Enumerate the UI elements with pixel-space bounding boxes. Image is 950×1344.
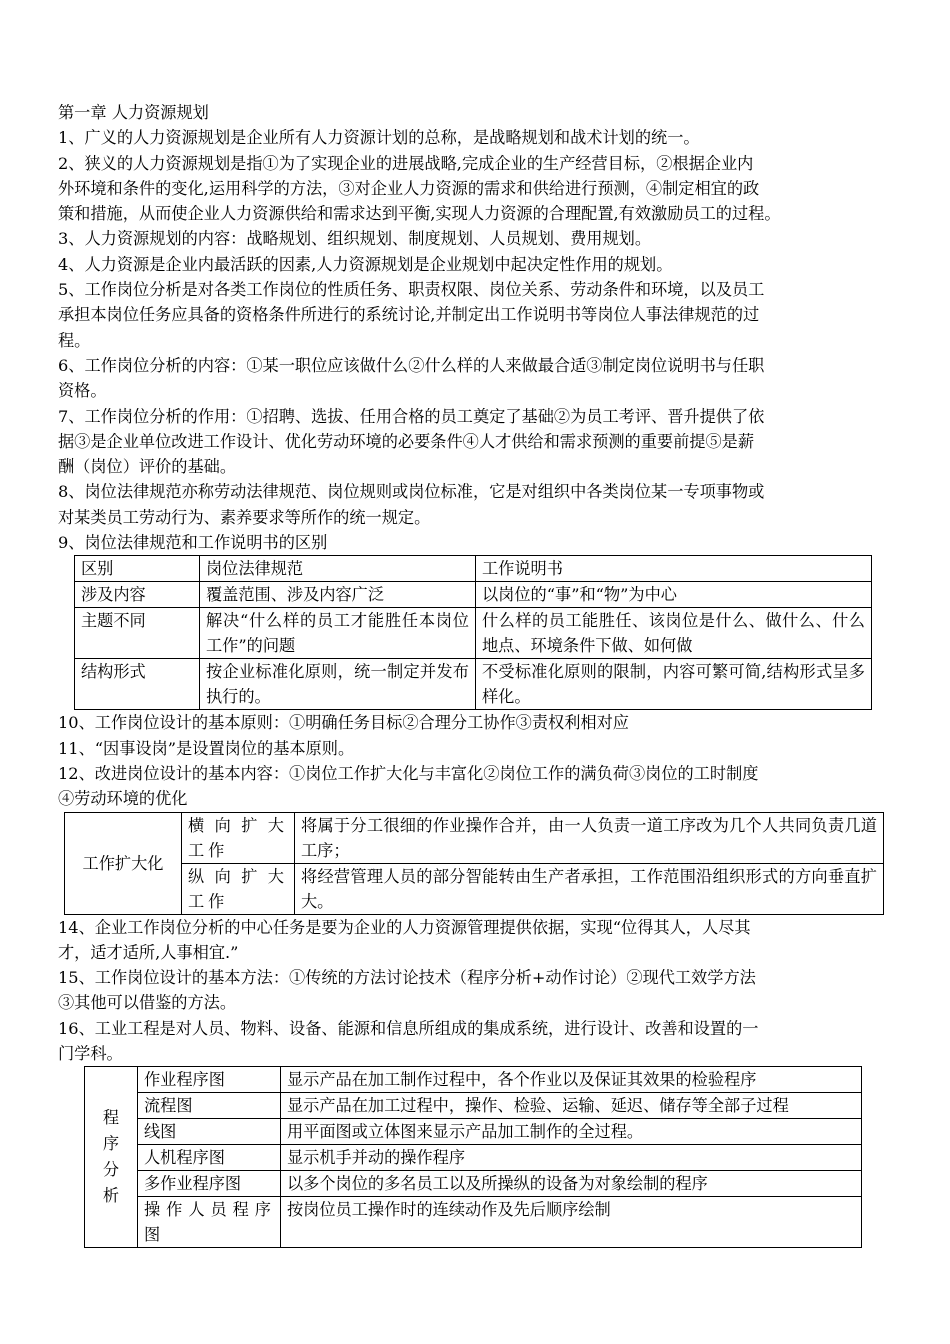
group-char: 析 [102,1186,120,1206]
paragraph-2-line: 2、狭义的人力资源规划是指①为了实现企业的进展战略,完成企业的生产经营目标，②根据企业内 [58,153,754,173]
paragraph-7-line: 7、工作岗位分析的作用：①招聘、选拔、任用合格的员工奠定了基础②为员工考评、晋升提供了依 [58,406,765,426]
table-cell: 将经营管理人员的部分智能转由生产者承担，工作范围沿组织形式的方向垂直扩大。 [295,863,884,914]
process-analysis-table [84,1066,862,1248]
table-cell: 显示机手并动的操作程序 [281,1145,862,1171]
table-cell: 以多个岗位的多名员工以及所操纵的设备为对象绘制的程序 [281,1171,862,1197]
table-cell: 解决“什么样的员工才能胜任本岗位工作”的问题 [200,608,476,659]
table-cell: 作业程序图 [138,1067,281,1093]
paragraph-16-line: 门学科。 [58,1044,123,1064]
paragraph-5-line: 5、工作岗位分析是对各类工作岗位的性质任务、职责权限、岗位关系、劳动条件和环境，以及员工 [58,280,765,300]
table-group-cell [85,1067,138,1248]
table-header-cell: 工作说明书 [476,556,872,582]
paragraph-4: 4、人力资源是企业内最活跃的因素,人力资源规划是企业规划中起决定性作用的规划。 [58,254,673,274]
paragraph-7-line: 酬（岗位）评价的基础。 [58,457,237,477]
table-cell: 横向扩大工作 [182,812,295,863]
table-cell: 流程图 [138,1093,281,1119]
paragraph-5-line: 承担本岗位任务应具备的资格条件所进行的系统讨论,并制定出工作说明书等岗位人事法律规范的过 [58,305,760,325]
paragraph-1: 1、广义的人力资源规划是企业所有人力资源计划的总称，是战略规划和战术计划的统一。 [58,128,700,148]
paragraph-2-line: 策和措施，从而使企业人力资源供给和需求达到平衡,实现人力资源的合理配置,有效激励员工的过程。 [58,204,781,224]
table-group-cell: 工作扩大化 [65,812,182,914]
table-cell: 人机程序图 [138,1145,281,1171]
paragraph-7-line: 据③是企业单位改进工作设计、优化劳动环境的必要条件④人才供给和需求预测的重要前提⑤是薪 [58,431,755,451]
paragraph-5-line: 程。 [58,330,91,350]
table-cell: 将属于分工很细的作业操作合并，由一人负责一道工序改为几个人共同负责几道工序； [295,812,884,863]
table-cell: 多作业程序图 [138,1171,281,1197]
table-cell: 以岗位的“事”和“物”为中心 [476,582,872,608]
paragraph-12-line: ④劳动环境的优化 [58,789,188,809]
comparison-table [74,555,872,710]
paragraph-16-line: 16、工业工程是对人员、物料、设备、能源和信息所组成的集成系统，进行设计、改善和设置的一 [58,1018,759,1038]
table-cell: 显示产品在加工过程中，操作、检验、运输、延迟、储存等全部子过程 [281,1093,862,1119]
table-row [75,582,872,608]
group-char: 分 [102,1160,120,1180]
paragraph-8-line: 8、岗位法律规范亦称劳动法律规范、岗位规则或岗位标准，它是对组织中各类岗位某一专项事物或 [58,482,765,502]
table-cell: 不受标准化原则的限制，内容可繁可简,结构形式呈多样化。 [476,659,872,710]
paragraph-15-line: ③其他可以借鉴的方法。 [58,993,237,1013]
table-row [85,1171,862,1197]
table-header-cell: 岗位法律规范 [200,556,476,582]
table-row [85,1197,862,1248]
paragraph-14-line: 14、企业工作岗位分析的中心任务是要为企业的人力资源管理提供依据，实现“位得其人，人尽其 [58,917,751,937]
table-cell: 主题不同 [75,608,200,659]
table-cell: 操作人员程序图 [138,1197,281,1248]
table-row [65,863,884,914]
paragraph-6-line: 资格。 [58,381,107,401]
chapter-title: 第一章 人力资源规划 [58,103,209,122]
paragraph-6-line: 6、工作岗位分析的内容：①某一职位应该做什么②什么样的人来做最合适③制定岗位说明书与任职 [58,355,765,375]
table-row [85,1119,862,1145]
table-cell: 覆盖范围、涉及内容广泛 [200,582,476,608]
table-cell: 按企业标准化原则，统一制定并发布执行的。 [200,659,476,710]
table-header-row [75,556,872,582]
document-page [58,100,898,1248]
paragraph-8-line: 对某类员工劳动行为、素养要求等所作的统一规定。 [58,507,431,527]
paragraph-12-line: 12、改进岗位设计的基本内容：①岗位工作扩大化与丰富化②岗位工作的满负荷③岗位的工时制度 [58,763,759,783]
table-cell: 用平面图或立体图来显示产品加工制作的全过程。 [281,1119,862,1145]
table-cell: 结构形式 [75,659,200,710]
table-cell: 什么样的员工能胜任、该岗位是什么、做什么、什么地点、环境条件下做、如何做 [476,608,872,659]
paragraph-15-line: 15、工作岗位设计的基本方法：①传统的方法讨论技术（程序分析+动作讨论）②现代工效学方法 [58,968,756,988]
paragraph-10: 10、工作岗位设计的基本原则：①明确任务目标②合理分工协作③责权利相对应 [58,713,629,733]
table-row [85,1093,862,1119]
paragraph-2-line: 外环境和条件的变化,运用科学的方法，③对企业人力资源的需求和供给进行预测，④制定相宜的政 [58,178,760,198]
table-cell: 按岗位员工操作时的连续动作及先后顺序绘制 [281,1197,862,1248]
table-row [65,812,884,863]
job-enlargement-table [64,812,884,915]
paragraph-3: 3、人力资源规划的内容：战略规划、组织规划、制度规划、人员规划、费用规划。 [58,229,652,249]
group-char: 程 [102,1108,120,1128]
paragraph-9: 9、岗位法律规范和工作说明书的区别 [58,533,328,553]
paragraph-11: 11、“因事设岗”是设置岗位的基本原则。 [58,738,355,758]
table-header-cell: 区别 [75,556,200,582]
group-char: 序 [102,1134,120,1154]
table-row [75,608,872,659]
table-cell: 纵向扩大工作 [182,863,295,914]
table-cell: 线图 [138,1119,281,1145]
table-cell: 显示产品在加工制作过程中，各个作业以及保证其效果的检验程序 [281,1067,862,1093]
table-row [85,1067,862,1093]
table-cell: 涉及内容 [75,582,200,608]
table-row [75,659,872,710]
table-row [85,1145,862,1171]
paragraph-14-line: 才，适才适所,人事相宜.” [58,942,239,962]
